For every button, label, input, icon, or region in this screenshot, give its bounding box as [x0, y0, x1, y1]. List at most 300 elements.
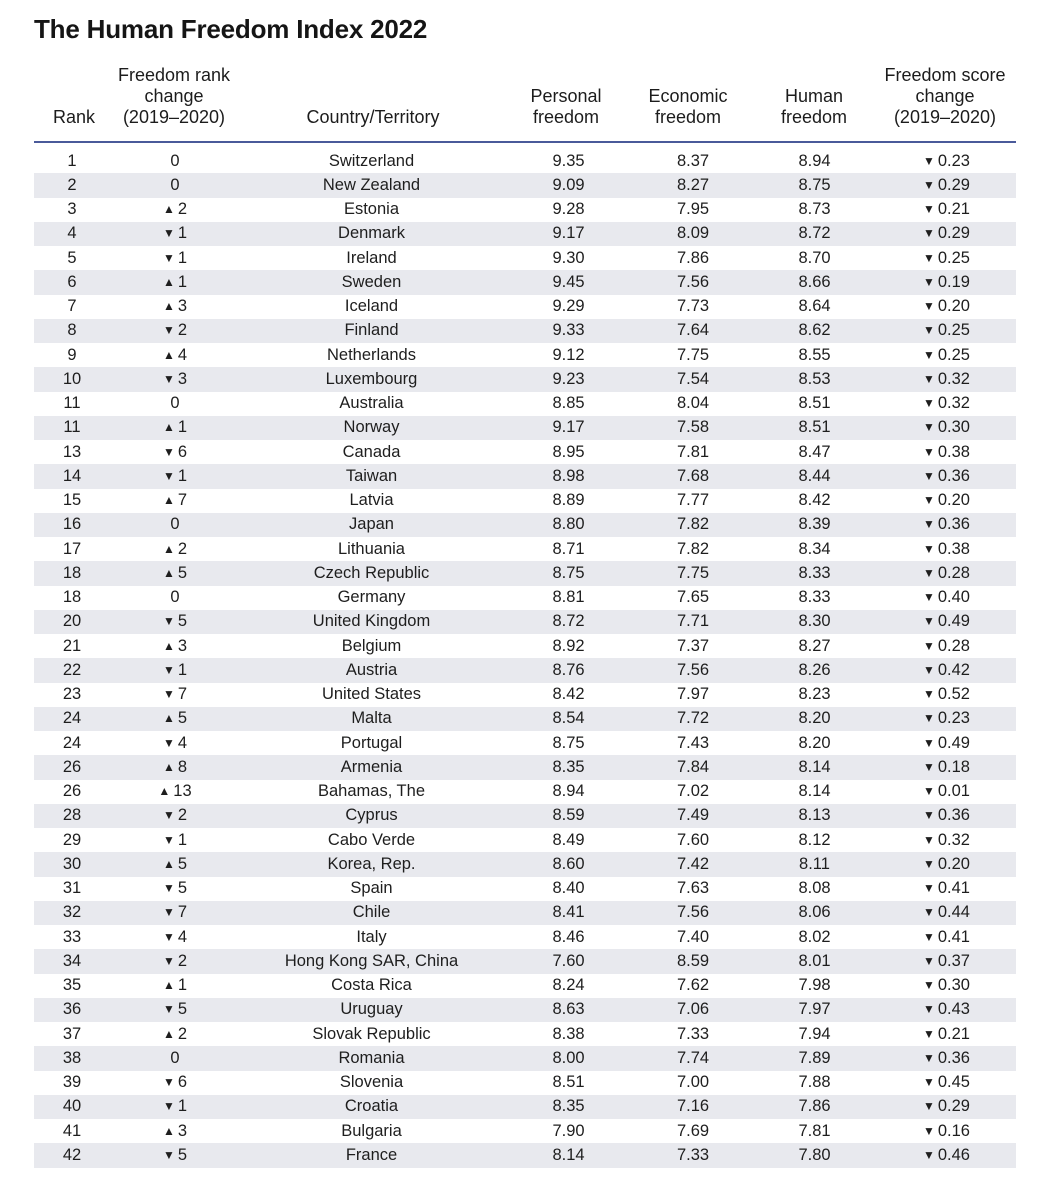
cell-rank-value: 23 — [62, 685, 82, 704]
cell-rank-change-value: 0 — [170, 175, 180, 194]
cell-human-freedom — [752, 319, 877, 343]
cell-rank-change-value: 6 — [177, 442, 188, 461]
cell-score-change — [877, 877, 1016, 901]
cell-rank-change-value: 3 — [177, 297, 188, 316]
cell-country — [240, 149, 503, 173]
cell-rank — [34, 367, 110, 391]
cell-rank-change — [110, 949, 240, 973]
cell-human-freedom — [752, 1022, 877, 1046]
cell-rank — [34, 295, 110, 319]
cell-personal-freedom-value: 8.46 — [552, 927, 585, 946]
cell-economic-freedom-value: 7.64 — [676, 321, 710, 340]
cell-economic-freedom — [634, 1046, 752, 1070]
cell-human-freedom — [752, 804, 877, 828]
cell-personal-freedom-value: 8.72 — [552, 612, 585, 631]
cell-human-freedom — [752, 925, 877, 949]
cell-rank — [34, 1143, 110, 1167]
cell-rank — [34, 804, 110, 828]
cell-personal-freedom-value: 8.76 — [552, 660, 585, 679]
cell-personal-freedom-value: 8.60 — [552, 854, 585, 873]
cell-country-value: Slovenia — [339, 1073, 404, 1092]
cell-human-freedom-value: 8.20 — [798, 709, 831, 728]
cell-personal-freedom-value: 8.49 — [552, 830, 585, 849]
cell-economic-freedom-value: 7.02 — [676, 782, 710, 801]
change-arrow-icon: ▼ — [922, 929, 935, 944]
cell-human-freedom — [752, 513, 877, 537]
cell-personal-freedom-value: 8.81 — [552, 588, 585, 607]
cell-rank-change — [110, 222, 240, 246]
change-arrow-icon: ▼ — [922, 687, 935, 702]
cell-economic-freedom-value: 7.43 — [676, 733, 710, 752]
table-row — [34, 513, 1016, 537]
cell-country — [240, 731, 503, 755]
cell-economic-freedom-value: 7.00 — [676, 1073, 710, 1092]
table-row — [34, 974, 1016, 998]
header-rank-change-line: (2019–2020) — [122, 107, 226, 127]
cell-human-freedom — [752, 295, 877, 319]
cell-country-value: Armenia — [340, 757, 403, 776]
cell-human-freedom-value: 8.62 — [798, 321, 831, 340]
table-row — [34, 998, 1016, 1022]
cell-economic-freedom — [634, 537, 752, 561]
cell-human-freedom — [752, 1143, 877, 1167]
table-row — [34, 804, 1016, 828]
cell-human-freedom-value: 8.75 — [798, 175, 831, 194]
cell-rank-value: 1 — [67, 151, 77, 170]
cell-economic-freedom — [634, 489, 752, 513]
cell-personal-freedom — [503, 537, 634, 561]
cell-rank-change — [110, 852, 240, 876]
change-arrow-icon: ▼ — [162, 1147, 175, 1162]
cell-score-change-value: 0.37 — [937, 951, 970, 970]
cell-economic-freedom-value: 7.40 — [676, 927, 710, 946]
cell-personal-freedom — [503, 974, 634, 998]
cell-economic-freedom — [634, 852, 752, 876]
change-arrow-icon: ▼ — [162, 250, 175, 265]
change-arrow-icon: ▼ — [922, 808, 935, 823]
header-score-change-line: change — [915, 86, 975, 106]
cell-economic-freedom — [634, 149, 752, 173]
cell-rank — [34, 683, 110, 707]
header-rank-change-text — [118, 65, 230, 128]
cell-human-freedom — [752, 489, 877, 513]
cell-country-value: Malta — [351, 709, 392, 728]
cell-score-change — [877, 731, 1016, 755]
cell-score-change — [877, 1046, 1016, 1070]
cell-economic-freedom-value: 7.58 — [676, 418, 710, 437]
cell-rank-change — [110, 1095, 240, 1119]
cell-rank-change — [110, 755, 240, 779]
cell-personal-freedom-value: 8.89 — [552, 491, 585, 510]
table-row — [34, 173, 1016, 197]
cell-human-freedom — [752, 416, 877, 440]
change-arrow-icon: ▲ — [162, 565, 175, 580]
cell-economic-freedom-value: 7.68 — [676, 466, 710, 485]
cell-country — [240, 489, 503, 513]
header-score-change — [866, 65, 1024, 128]
cell-human-freedom-value: 7.81 — [798, 1121, 831, 1140]
cell-score-change — [877, 319, 1016, 343]
cell-country — [240, 173, 503, 197]
cell-economic-freedom — [634, 319, 752, 343]
cell-human-freedom — [752, 828, 877, 852]
change-arrow-icon: ▼ — [922, 759, 935, 774]
cell-economic-freedom — [634, 998, 752, 1022]
cell-human-freedom — [752, 586, 877, 610]
cell-human-freedom-value: 8.02 — [798, 927, 831, 946]
cell-economic-freedom — [634, 634, 752, 658]
cell-economic-freedom — [634, 731, 752, 755]
cell-human-freedom-value: 8.44 — [798, 466, 831, 485]
cell-rank-change-value: 5 — [177, 709, 188, 728]
cell-personal-freedom-value: 8.42 — [552, 685, 585, 704]
cell-economic-freedom-value: 7.74 — [676, 1048, 710, 1067]
cell-economic-freedom-value: 7.82 — [676, 539, 710, 558]
cell-rank — [34, 707, 110, 731]
cell-country — [240, 877, 503, 901]
cell-score-change — [877, 1143, 1016, 1167]
change-arrow-icon: ▲ — [162, 978, 175, 993]
cell-human-freedom-value: 7.80 — [798, 1145, 831, 1164]
cell-human-freedom-value: 8.06 — [798, 903, 831, 922]
cell-rank-change — [110, 319, 240, 343]
change-arrow-icon: ▼ — [922, 493, 935, 508]
cell-rank-value: 32 — [62, 903, 82, 922]
cell-economic-freedom — [634, 416, 752, 440]
cell-human-freedom — [752, 367, 877, 391]
cell-score-change — [877, 392, 1016, 416]
header-rank — [44, 107, 104, 128]
cell-personal-freedom — [503, 804, 634, 828]
cell-personal-freedom — [503, 440, 634, 464]
cell-economic-freedom-value: 8.37 — [676, 151, 710, 170]
cell-economic-freedom — [634, 901, 752, 925]
cell-human-freedom — [752, 1095, 877, 1119]
change-arrow-icon: ▼ — [162, 953, 175, 968]
header-human — [752, 86, 876, 128]
cell-rank-change — [110, 464, 240, 488]
cell-rank — [34, 731, 110, 755]
cell-country-value: United Kingdom — [312, 612, 431, 631]
cell-score-change — [877, 295, 1016, 319]
cell-personal-freedom-value: 9.09 — [552, 175, 585, 194]
cell-human-freedom-value: 7.98 — [798, 976, 831, 995]
cell-score-change — [877, 949, 1016, 973]
cell-rank-value: 9 — [67, 345, 77, 364]
cell-rank-value: 26 — [62, 782, 82, 801]
table-row — [34, 440, 1016, 464]
cell-personal-freedom-value: 8.35 — [552, 757, 585, 776]
cell-personal-freedom — [503, 367, 634, 391]
cell-economic-freedom-value: 7.81 — [676, 442, 710, 461]
cell-score-change — [877, 925, 1016, 949]
cell-rank — [34, 974, 110, 998]
change-arrow-icon: ▼ — [922, 1123, 935, 1138]
table-row — [34, 537, 1016, 561]
change-arrow-icon: ▼ — [162, 662, 175, 677]
cell-rank-value: 4 — [67, 224, 77, 243]
cell-country — [240, 513, 503, 537]
cell-score-change — [877, 1071, 1016, 1095]
table-row — [34, 731, 1016, 755]
cell-country-value: Uruguay — [340, 1000, 403, 1019]
cell-human-freedom — [752, 634, 877, 658]
change-arrow-icon: ▼ — [922, 444, 935, 459]
cell-rank-value: 6 — [67, 272, 77, 291]
header-economic-line: Economic — [648, 86, 728, 106]
cell-country — [240, 683, 503, 707]
table-row — [34, 489, 1016, 513]
cell-country-value: Canada — [342, 442, 401, 461]
cell-rank-change — [110, 1022, 240, 1046]
cell-economic-freedom — [634, 1119, 752, 1143]
cell-rank-change — [110, 537, 240, 561]
cell-rank — [34, 319, 110, 343]
change-arrow-icon: ▼ — [162, 929, 175, 944]
table-body — [34, 149, 1016, 1168]
table-row — [34, 949, 1016, 973]
cell-country-value: New Zealand — [322, 175, 421, 194]
change-arrow-icon: ▼ — [162, 905, 175, 920]
cell-rank-value: 18 — [62, 563, 82, 582]
cell-personal-freedom — [503, 1022, 634, 1046]
cell-economic-freedom-value: 7.56 — [676, 272, 710, 291]
change-arrow-icon: ▼ — [922, 905, 935, 920]
cell-rank-change — [110, 998, 240, 1022]
table-row — [34, 683, 1016, 707]
cell-score-change — [877, 440, 1016, 464]
change-arrow-icon: ▼ — [922, 565, 935, 580]
cell-rank — [34, 513, 110, 537]
cell-rank-value: 11 — [63, 418, 81, 437]
cell-country-value: Cyprus — [345, 806, 398, 825]
change-arrow-icon: ▼ — [922, 177, 935, 192]
cell-personal-freedom-value: 8.75 — [552, 733, 585, 752]
cell-personal-freedom — [503, 852, 634, 876]
table-row — [34, 925, 1016, 949]
cell-personal-freedom-value: 8.98 — [552, 466, 585, 485]
cell-rank — [34, 222, 110, 246]
cell-rank-change — [110, 1071, 240, 1095]
cell-score-change — [877, 464, 1016, 488]
cell-score-change-value: 0.38 — [937, 539, 970, 558]
cell-score-change — [877, 852, 1016, 876]
cell-personal-freedom-value: 8.38 — [552, 1024, 585, 1043]
cell-rank-change — [110, 561, 240, 585]
cell-human-freedom — [752, 440, 877, 464]
change-arrow-icon: ▼ — [922, 638, 935, 653]
cell-rank — [34, 852, 110, 876]
cell-rank — [34, 658, 110, 682]
cell-score-change — [877, 246, 1016, 270]
cell-rank — [34, 537, 110, 561]
cell-personal-freedom — [503, 949, 634, 973]
cell-score-change — [877, 222, 1016, 246]
cell-personal-freedom-value: 8.54 — [552, 709, 585, 728]
cell-score-change-value: 0.28 — [937, 636, 970, 655]
cell-country-value: Portugal — [340, 733, 403, 752]
change-arrow-icon: ▼ — [922, 856, 935, 871]
cell-rank — [34, 270, 110, 294]
cell-score-change — [877, 1095, 1016, 1119]
cell-economic-freedom-value: 7.60 — [676, 830, 710, 849]
cell-country — [240, 270, 503, 294]
cell-score-change-value: 0.25 — [937, 248, 970, 267]
cell-personal-freedom-value: 8.92 — [552, 636, 585, 655]
cell-country-value: Belgium — [341, 636, 402, 655]
cell-country-value: Estonia — [343, 200, 400, 219]
cell-rank — [34, 246, 110, 270]
cell-score-change-value: 0.20 — [937, 297, 970, 316]
cell-rank-value: 41 — [62, 1121, 82, 1140]
change-arrow-icon: ▼ — [922, 1002, 935, 1017]
change-arrow-icon: ▼ — [922, 371, 935, 386]
table-row — [34, 1095, 1016, 1119]
table-row — [34, 295, 1016, 319]
table-row — [34, 392, 1016, 416]
cell-personal-freedom — [503, 561, 634, 585]
cell-score-change — [877, 683, 1016, 707]
cell-human-freedom — [752, 707, 877, 731]
cell-economic-freedom — [634, 270, 752, 294]
change-arrow-icon: ▼ — [922, 202, 935, 217]
change-arrow-icon: ▼ — [922, 1026, 935, 1041]
table-row — [34, 707, 1016, 731]
cell-country-value: Bulgaria — [341, 1121, 402, 1140]
change-arrow-icon: ▼ — [922, 299, 935, 314]
cell-human-freedom — [752, 1071, 877, 1095]
cell-score-change-value: 0.36 — [937, 806, 970, 825]
header-rank-change-line: Freedom rank — [117, 65, 231, 85]
cell-score-change-value: 0.36 — [937, 466, 970, 485]
cell-personal-freedom — [503, 513, 634, 537]
cell-personal-freedom — [503, 707, 634, 731]
cell-country-value: France — [345, 1145, 398, 1164]
cell-personal-freedom-value: 8.41 — [552, 903, 585, 922]
cell-country-value: Croatia — [344, 1097, 399, 1116]
table-row — [34, 561, 1016, 585]
cell-score-change — [877, 755, 1016, 779]
cell-economic-freedom — [634, 513, 752, 537]
cell-rank-value: 10 — [62, 369, 82, 388]
table-header — [0, 58, 1062, 138]
cell-rank-change-value: 1 — [177, 660, 188, 679]
cell-rank-change-value: 0 — [170, 1048, 180, 1067]
cell-personal-freedom — [503, 610, 634, 634]
cell-rank-change — [110, 270, 240, 294]
cell-personal-freedom-value: 8.95 — [552, 442, 585, 461]
change-arrow-icon: ▼ — [922, 347, 935, 362]
cell-human-freedom-value: 8.08 — [798, 879, 831, 898]
cell-country — [240, 392, 503, 416]
cell-human-freedom — [752, 755, 877, 779]
cell-personal-freedom-value: 8.71 — [552, 539, 585, 558]
cell-country — [240, 1143, 503, 1167]
cell-rank-change — [110, 173, 240, 197]
cell-rank — [34, 877, 110, 901]
table-row — [34, 755, 1016, 779]
cell-personal-freedom — [503, 1119, 634, 1143]
cell-rank-change — [110, 974, 240, 998]
change-arrow-icon: ▲ — [162, 493, 175, 508]
cell-score-change-value: 0.20 — [937, 491, 970, 510]
cell-rank-change — [110, 634, 240, 658]
cell-human-freedom — [752, 222, 877, 246]
cell-human-freedom — [752, 246, 877, 270]
cell-country-value: Ireland — [346, 248, 397, 267]
cell-country — [240, 1022, 503, 1046]
cell-economic-freedom-value: 7.73 — [676, 297, 710, 316]
cell-rank-value: 14 — [62, 466, 82, 485]
cell-rank-change-value: 1 — [177, 976, 188, 995]
cell-rank-change — [110, 1046, 240, 1070]
cell-score-change — [877, 537, 1016, 561]
cell-country — [240, 416, 503, 440]
cell-personal-freedom — [503, 270, 634, 294]
table-row — [34, 634, 1016, 658]
cell-score-change — [877, 780, 1016, 804]
cell-rank — [34, 949, 110, 973]
table-row — [34, 852, 1016, 876]
cell-rank-value: 13 — [62, 442, 82, 461]
cell-score-change-value: 0.41 — [937, 879, 970, 898]
cell-human-freedom — [752, 561, 877, 585]
change-arrow-icon: ▼ — [162, 687, 175, 702]
cell-country-value: Germany — [337, 588, 406, 607]
cell-score-change-value: 0.52 — [937, 685, 970, 704]
cell-country — [240, 1119, 503, 1143]
cell-economic-freedom — [634, 561, 752, 585]
cell-economic-freedom-value: 7.97 — [676, 685, 710, 704]
cell-rank-change — [110, 343, 240, 367]
cell-rank — [34, 1071, 110, 1095]
cell-human-freedom-value: 8.39 — [798, 515, 831, 534]
cell-personal-freedom — [503, 731, 634, 755]
change-arrow-icon: ▼ — [922, 711, 935, 726]
cell-personal-freedom — [503, 343, 634, 367]
change-arrow-icon: ▼ — [162, 735, 175, 750]
change-arrow-icon: ▼ — [922, 1147, 935, 1162]
cell-human-freedom-value: 8.42 — [798, 491, 831, 510]
cell-country — [240, 780, 503, 804]
cell-economic-freedom-value: 7.82 — [676, 515, 710, 534]
change-arrow-icon: ▼ — [922, 323, 935, 338]
change-arrow-icon: ▼ — [162, 614, 175, 629]
header-rank-change-line: change — [144, 86, 204, 106]
cell-human-freedom-value: 7.88 — [798, 1073, 831, 1092]
cell-economic-freedom-value: 7.37 — [676, 636, 710, 655]
cell-rank-change — [110, 416, 240, 440]
cell-rank — [34, 925, 110, 949]
cell-personal-freedom-value: 8.40 — [552, 879, 585, 898]
cell-country-value: Iceland — [344, 297, 399, 316]
cell-personal-freedom — [503, 683, 634, 707]
table-row — [34, 1119, 1016, 1143]
cell-score-change — [877, 149, 1016, 173]
cell-country — [240, 974, 503, 998]
cell-rank-change-value: 1 — [177, 830, 188, 849]
cell-country-value: Finland — [344, 321, 399, 340]
change-arrow-icon: ▲ — [162, 1123, 175, 1138]
cell-score-change-value: 0.41 — [937, 927, 970, 946]
cell-country — [240, 755, 503, 779]
cell-score-change-value: 0.46 — [937, 1145, 970, 1164]
cell-personal-freedom-value: 8.24 — [552, 976, 585, 995]
cell-rank-change-value: 1 — [177, 224, 188, 243]
cell-score-change — [877, 416, 1016, 440]
cell-personal-freedom — [503, 464, 634, 488]
header-score-change-line: (2019–2020) — [893, 107, 997, 127]
